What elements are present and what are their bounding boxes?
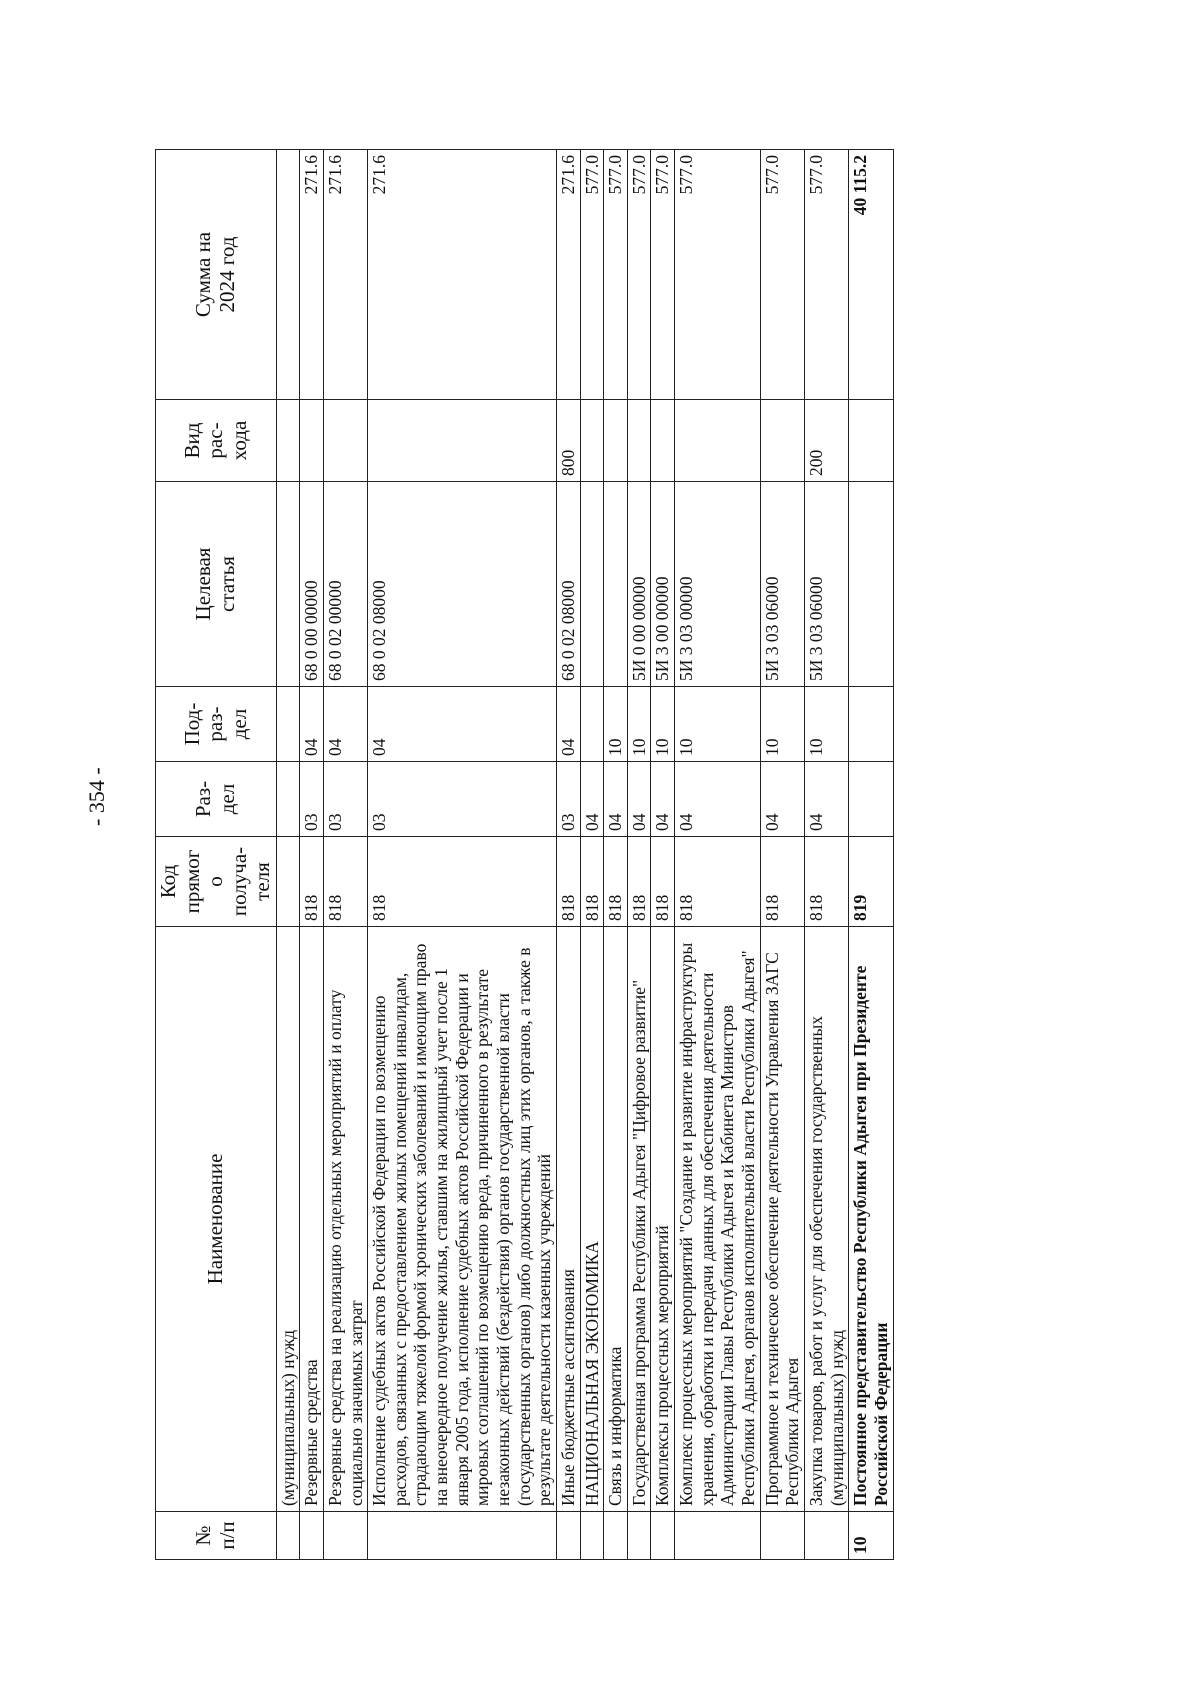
budget-table [155,149,894,1560]
cell-amount [276,150,300,400]
cell-code: 818 [368,837,557,927]
cell-razdel: 04 [651,762,675,837]
cell-name: Государственная программа Республики Адыгея "Цифровое развитие" [627,927,651,1512]
cell-podrazdel [276,687,300,762]
header-target: Целевая статья [156,482,277,687]
cell-razdel: 04 [604,762,628,837]
cell-podrazdel [849,687,893,762]
cell-target [849,482,893,687]
cell-vid: 800 [556,400,580,482]
cell-vid [368,400,557,482]
cell-code: 818 [651,837,675,927]
cell-name: Комплекс процессных мероприятий "Создание и развитие инфраструктуры хранения, обработки и передачи данных для обеспечения деятельности Администрации Главы Республики Адыгея и Кабинета Министров Республики Адыгея, органов исполнительной власти Республики Адыгея" [675,927,761,1512]
cell-code: 818 [675,837,761,927]
cell-num [675,1512,761,1560]
cell-razdel: 04 [580,762,604,837]
cell-amount: 271.6 [368,150,557,400]
header-vid: Вид рас- хода [156,400,277,482]
cell-name: Комплексы процессных мероприятий [651,927,675,1512]
cell-vid: 200 [804,400,848,482]
cell-amount: 271.6 [323,150,367,400]
cell-name: Постоянное представительство Республики Адыгея при Президенте Российской Федерации [849,927,893,1512]
cell-razdel: 04 [675,762,761,837]
cell-target: 68 0 02 08000 [368,482,557,687]
cell-code: 818 [300,837,324,927]
cell-razdel: 04 [804,762,848,837]
rotated-page [155,150,894,1560]
cell-num [580,1512,604,1560]
table-row [651,150,675,1560]
cell-num: 10 [849,1512,893,1560]
header-amount: Сумма на 2024 год [156,150,277,400]
table-row [627,150,651,1560]
header-razdel: Раз- дел [156,762,277,837]
cell-razdel [849,762,893,837]
cell-target: 68 0 02 00000 [323,482,367,687]
cell-vid [760,400,804,482]
table-row [580,150,604,1560]
cell-vid [651,400,675,482]
cell-podrazdel: 10 [804,687,848,762]
cell-podrazdel: 10 [604,687,628,762]
cell-amount: 271.6 [300,150,324,400]
header-podrazdel: Под- раз- дел [156,687,277,762]
cell-num [627,1512,651,1560]
cell-target: 5И 0 00 00000 [627,482,651,687]
cell-name: (муниципальных) нужд [276,927,300,1512]
cell-num [300,1512,324,1560]
cell-vid [323,400,367,482]
cell-amount: 577.0 [675,150,761,400]
cell-code: 818 [627,837,651,927]
page-number: - 354 - [84,767,109,826]
header-name: Наименование [156,927,277,1512]
cell-num [276,1512,300,1560]
cell-podrazdel: 10 [675,687,761,762]
cell-amount: 577.0 [627,150,651,400]
table-row [604,150,628,1560]
cell-razdel: 04 [760,762,804,837]
cell-podrazdel: 04 [323,687,367,762]
cell-name: Резервные средства [300,927,324,1512]
cell-num [556,1512,580,1560]
cell-amount: 577.0 [760,150,804,400]
cell-vid [675,400,761,482]
cell-amount: 577.0 [580,150,604,400]
cell-name: Резервные средства на реализацию отдельных мероприятий и оплату социально значимых затрат [323,927,367,1512]
table-row [804,150,848,1560]
cell-vid [300,400,324,482]
header-num: № п/п [156,1512,277,1560]
cell-num [323,1512,367,1560]
header-code: Код прямог о получа- теля [156,837,277,927]
cell-name: Программное и техническое обеспечение деятельности Управления ЗАГС Республики Адыгея [760,927,804,1512]
table-row [323,150,367,1560]
cell-code [276,837,300,927]
cell-code: 818 [580,837,604,927]
cell-name: Иные бюджетные ассигнования [556,927,580,1512]
cell-num [760,1512,804,1560]
cell-name: Связь и информатика [604,927,628,1512]
cell-num [804,1512,848,1560]
cell-amount: 577.0 [804,150,848,400]
cell-amount: 577.0 [604,150,628,400]
cell-name: Закупка товаров, работ и услуг для обеспечения государственных (муниципальных) нужд [804,927,848,1512]
cell-code: 818 [804,837,848,927]
table-row [300,150,324,1560]
cell-code: 818 [556,837,580,927]
table-row-total [849,150,893,1560]
cell-target: 68 0 00 00000 [300,482,324,687]
cell-vid [604,400,628,482]
cell-podrazdel: 10 [627,687,651,762]
cell-podrazdel: 10 [760,687,804,762]
cell-razdel [276,762,300,837]
cell-name: Исполнение судебных актов Российской Федерации по возмещению расходов, связанных с предоставлением жилых помещений инвалидам, страдающим тяжелой формой хронических заболеваний и имеющим право на внеочередное получение жилья, ставшим на жилищный учет после 1 января 2005 года, исполнение судебных актов Российской Федерации и мировых соглашений по возмещению вреда, причиненного в результате незаконных действий (бездействия) органов государственной власти (государственных органов) либо должностных лиц этих органов, а также в результате деятельности казенных учреждений [368,927,557,1512]
cell-code: 818 [604,837,628,927]
cell-num [651,1512,675,1560]
cell-num [604,1512,628,1560]
cell-target [276,482,300,687]
cell-razdel: 03 [323,762,367,837]
cell-podrazdel: 04 [556,687,580,762]
cell-podrazdel [580,687,604,762]
cell-target [580,482,604,687]
cell-vid [627,400,651,482]
table-header-row [156,150,277,1560]
cell-razdel: 03 [300,762,324,837]
cell-target [604,482,628,687]
cell-vid [849,400,893,482]
cell-razdel: 04 [627,762,651,837]
cell-vid [580,400,604,482]
cell-target: 5И 3 03 06000 [760,482,804,687]
cell-target: 68 0 02 08000 [556,482,580,687]
cell-podrazdel: 04 [300,687,324,762]
table-row [675,150,761,1560]
cell-num [368,1512,557,1560]
cell-code: 818 [323,837,367,927]
cell-razdel: 03 [368,762,557,837]
cell-amount: 577.0 [651,150,675,400]
table-row [760,150,804,1560]
table-row [556,150,580,1560]
cell-vid [276,400,300,482]
cell-podrazdel: 04 [368,687,557,762]
cell-name: НАЦИОНАЛЬНАЯ ЭКОНОМИКА [580,927,604,1512]
cell-target: 5И 3 03 00000 [675,482,761,687]
cell-target: 5И 3 00 00000 [651,482,675,687]
table-row [276,150,300,1560]
table-row [368,150,557,1560]
cell-code: 819 [849,837,893,927]
cell-podrazdel: 10 [651,687,675,762]
cell-razdel: 03 [556,762,580,837]
cell-code: 818 [760,837,804,927]
cell-amount: 40 115.2 [849,150,893,400]
cell-target: 5И 3 03 06000 [804,482,848,687]
cell-amount: 271.6 [556,150,580,400]
